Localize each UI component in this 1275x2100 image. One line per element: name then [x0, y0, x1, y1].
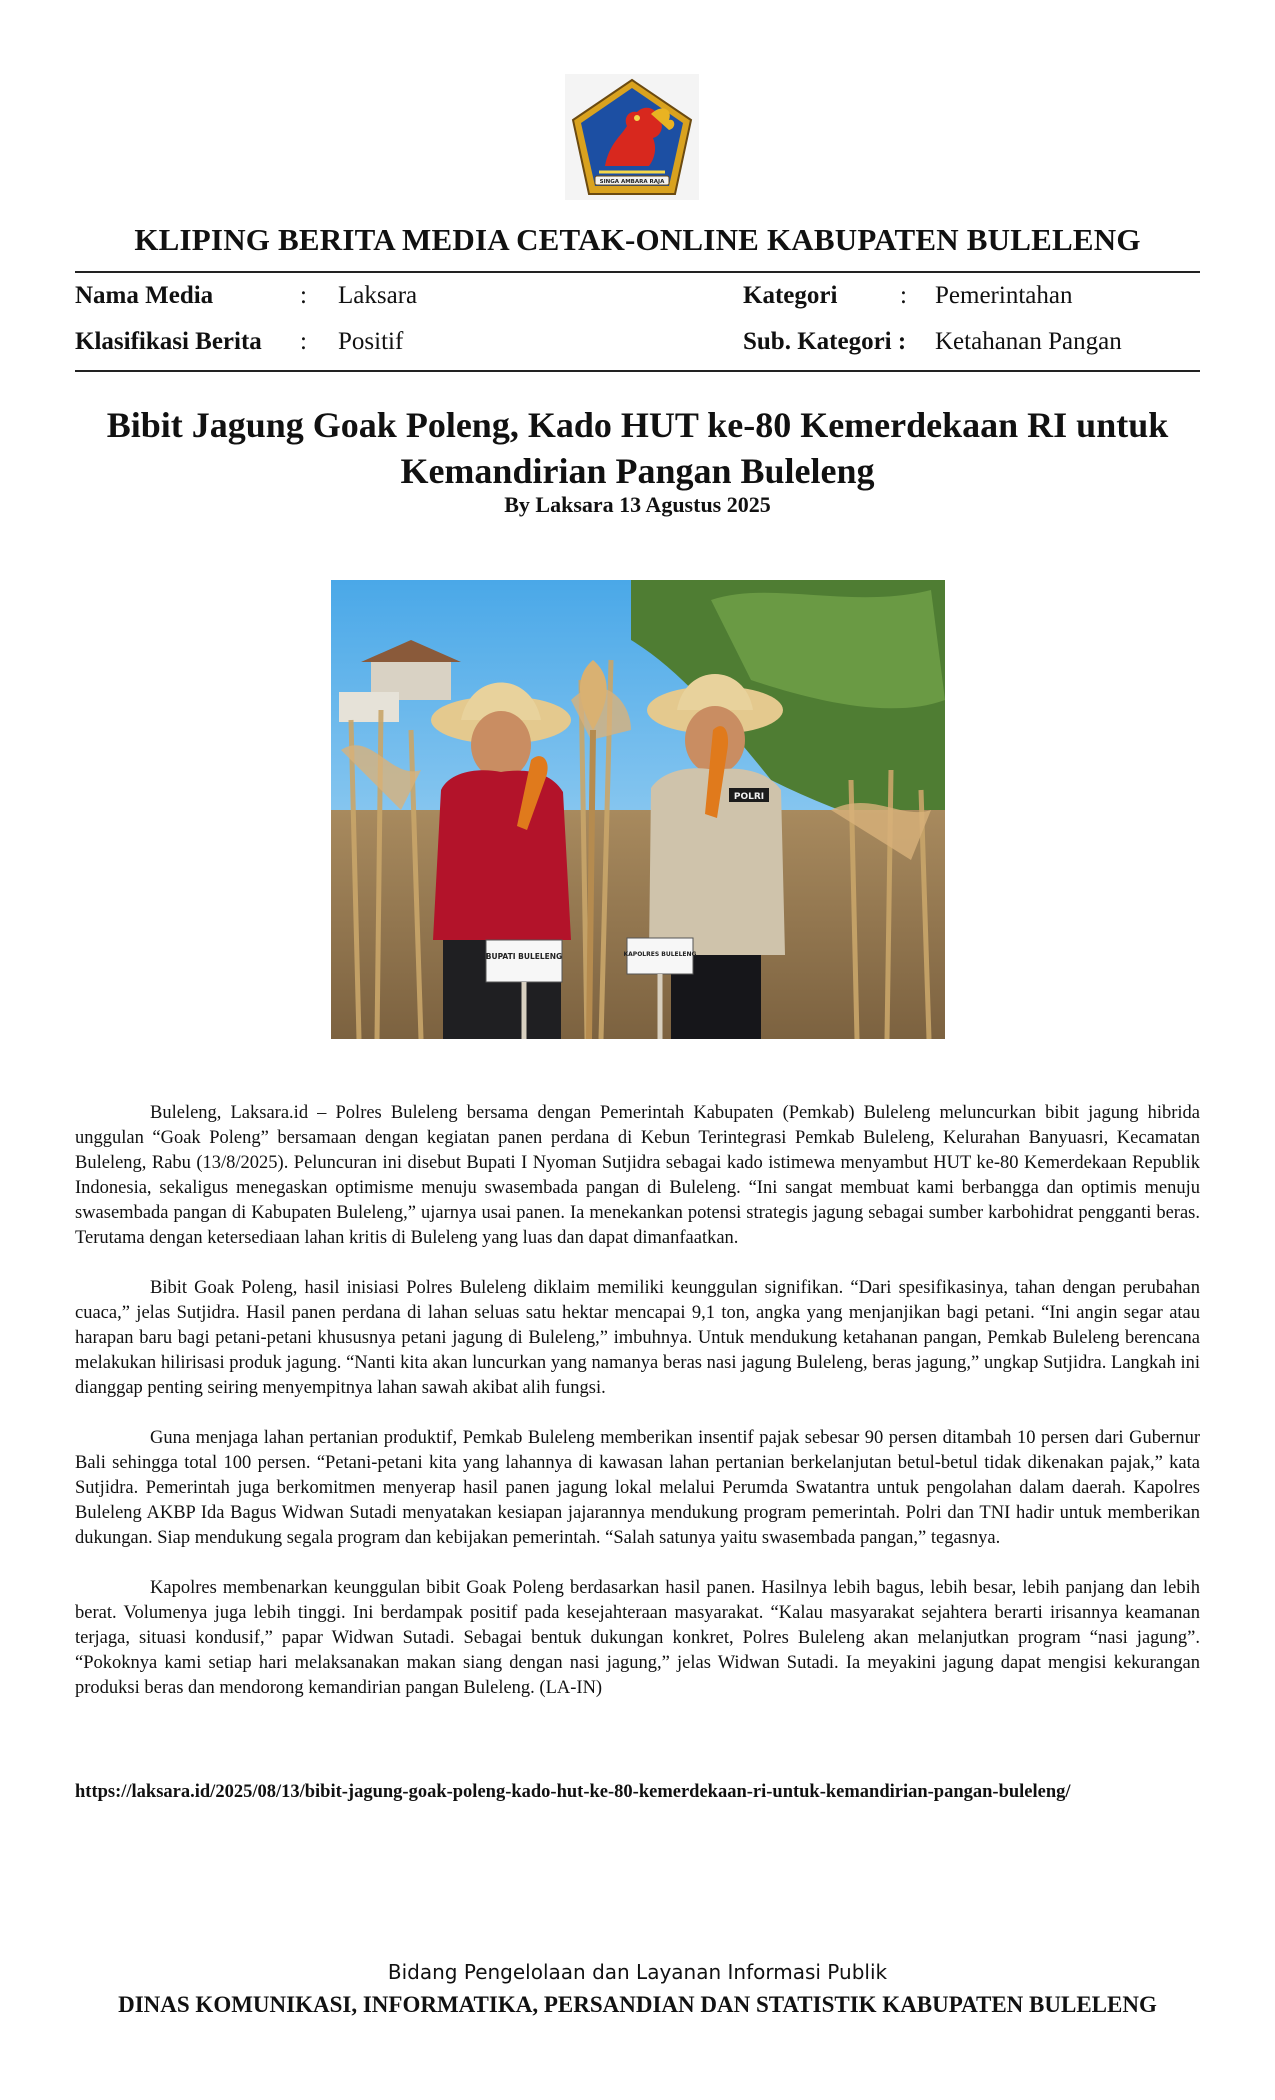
classification-colon: :	[300, 328, 307, 355]
category-label: Kategori	[743, 282, 838, 309]
photo-sign-bupati: BUPATI BULELENG	[485, 952, 563, 961]
classification-value: Positif	[338, 328, 404, 355]
buleleng-regency-logo	[565, 74, 699, 200]
article-paragraph: Bibit Goak Poleng, hasil inisiasi Polres Buleleng diklaim memiliki keunggulan signifikan. “Dari spesifikasinya, tahan dengan perubahan cuaca,” jelas Sutjidra. Hasil panen perdana di lahan seluas satu hektar mencapai 9,1 ton, angka yang menjanjikan bagi petani. “Ini angin segar atau harapan baru bagi petani-petani khususnya petani jagung di Buleleng,” imbuhnya. Untuk mendukung ketahanan pangan, Pemkab Buleleng berencana melakukan hilirisasi produk jagung. “Nanti kita akan luncurkan yang namanya beras nasi jagung Buleleng, beras jagung,” ungkap Sutjidra. Langkah ini dianggap penting seiring menyempitnya lahan sawah akibat alih fungsi.	[75, 1278, 1200, 1398]
media-name-value: Laksara	[338, 282, 418, 309]
article-title	[75, 402, 1200, 494]
article-paragraph: Guna menjaga lahan pertanian produktif, Pemkab Buleleng memberikan insentif pajak sebesar 90 persen ditambah 10 persen dari Gubernur Bali sehingga total 100 persen. “Petani-petani kita yang lahannya di kawasan lahan pertanian berkelanjutan betul-betul tidak dikenakan pajak,” kata Sutjidra. Pemerintah juga berkomitmen menyerap hasil panen jagung lokal melalui Perumda Swatantra untuk pengolahan dalam daerah. Kapolres Buleleng AKBP Ida Bagus Widwan Sutadi menyatakan kesiapan jajarannya mendukung program pemerintah. Polri dan TNI hadir untuk memberikan dukungan. Siap mendukung segala program dan kebijakan pemerintah. “Salah satunya yaitu swasembada pangan,” tegasnya.	[75, 1428, 1200, 1548]
category-row	[743, 282, 837, 310]
header-divider-top	[75, 271, 1200, 273]
article-paragraph: Kapolres membenarkan keunggulan bibit Goak Poleng berdasarkan hasil panen. Hasilnya lebih bagus, lebih besar, lebih panjang dan lebih berat. Volumenya juga lebih tinggi. Ini berdampak positif pada kesejahteraan masyarakat. “Kalau masyarakat sejahtera berarti irisannya keamanan terjaga, situasi kondusif,” papar Widwan Sutadi. Sebagai bentuk dukungan konkret, Polres Buleleng akan melanjutkan program “nasi jagung”. “Pokoknya kami setiap hari melaksanakan makan siang dengan nasi jagung,” jelas Widwan Sutadi. Ia meyakini jagung dapat mengisi kekurangan produksi beras dan mendorong kemandirian pangan Buleleng. (LA-IN)	[75, 1578, 1200, 1698]
source-url-link[interactable]: https://laksara.id/2025/08/13/bibit-jagung-goak-poleng-kado-hut-ke-80-kemerdekaan-ri-untuk-kemandirian-pangan-buleleng/	[75, 1782, 1071, 1802]
header-divider-bottom	[75, 370, 1200, 372]
article-title-line-1: Bibit Jagung Goak Poleng, Kado HUT ke-80 Kemerdekaan RI untuk	[106, 405, 1169, 445]
footer-department-unit: Bidang Pengelolaan dan Layanan Informasi Publik	[387, 1960, 888, 1984]
category-value: Pemerintahan	[935, 282, 1073, 309]
sub-category-value: Ketahanan Pangan	[935, 328, 1122, 355]
sub-category-row	[743, 328, 906, 356]
media-name-row	[75, 282, 213, 310]
logo-motto-text: SINGA AMBARA RAJA	[599, 179, 665, 185]
photo-police-badge: POLRI	[733, 792, 765, 802]
article-byline: By Laksara 13 Agustus 2025	[504, 492, 771, 517]
classification-label: Klasifikasi Berita	[75, 328, 262, 355]
article-paragraph: Buleleng, Laksara.id – Polres Buleleng bersama dengan Pemerintah Kabupaten (Pemkab) Buleleng meluncurkan bibit jagung hibrida unggulan “Goak Poleng” bersamaan dengan kegiatan panen perdana di Kebun Terintegrasi Pemkab Buleleng, Kelurahan Banyuasri, Kecamatan Buleleng, Rabu (13/8/2025). Peluncuran ini disebut Bupati I Nyoman Sutjidra sebagai kado istimewa menyambut HUT ke-80 Kemerdekaan Republik Indonesia, sekaligus menegaskan optimisme menuju swasembada pangan di Buleleng. “Ini sangat membuat kami berbangga dan optimis menuju swasembada pangan di Kabupaten Buleleng,” ujarnya usai panen. Ia menekankan potensi strategis jagung sebagai sumber karbohidrat pengganti beras. Terutama dengan ketersediaan lahan kritis di Buleleng yang luas dan dapat dimanfaatkan.	[75, 1103, 1200, 1248]
media-name-label: Nama Media	[75, 282, 214, 309]
article-body	[75, 1101, 1200, 1726]
sub-category-label: Sub. Kategori :	[743, 328, 907, 355]
article-photo	[331, 580, 945, 1039]
footer-agency-name: DINAS KOMUNIKASI, INFORMATIKA, PERSANDIAN DAN STATISTIK KABUPATEN BULELENG	[118, 1992, 1157, 2017]
photo-sign-kapolres: KAPOLRES BULELENG	[623, 951, 697, 958]
category-colon: :	[900, 282, 907, 309]
clipping-header-title: KLIPING BERITA MEDIA CETAK-ONLINE KABUPATEN BULELENG	[134, 222, 1141, 257]
article-title-line-2: Kemandirian Pangan Buleleng	[400, 451, 875, 491]
media-name-colon: :	[300, 282, 307, 309]
classification-row	[75, 328, 262, 356]
